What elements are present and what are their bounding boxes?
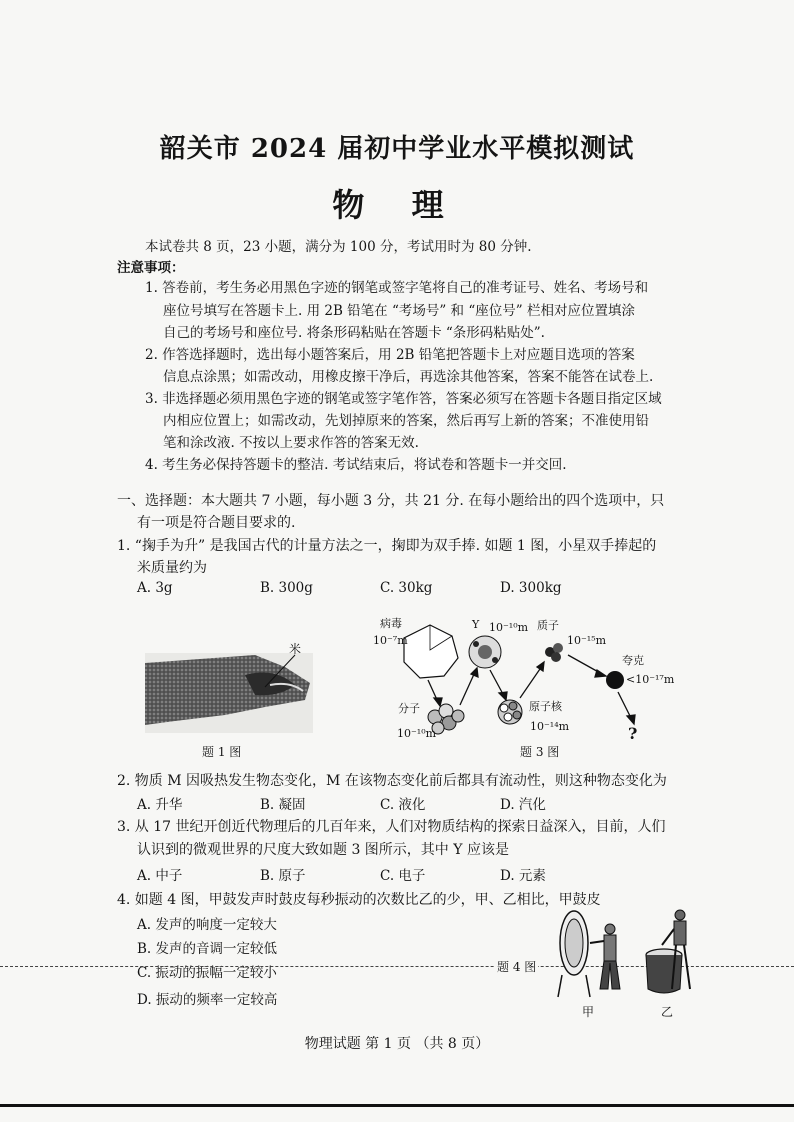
- drum-jia-label: 甲: [582, 1005, 595, 1019]
- y-size: 10⁻¹⁰m: [489, 621, 529, 634]
- nucleus-label: 原子核: [529, 700, 562, 713]
- notice-line: 1. 答卷前，考生务必用黑色字迹的钢笔或签字笔将自己的准考证号、姓名、考场号和: [145, 280, 649, 296]
- quark-label: 夸克: [622, 654, 644, 667]
- notice-heading: 注意事项：: [117, 260, 185, 276]
- q4-option-a: A. 发声的响度一定较大: [137, 917, 277, 933]
- q3-option-d: D. 元素: [500, 868, 546, 884]
- molecule-size: 10⁻¹⁰m: [397, 727, 437, 740]
- proton-label: 质子: [537, 619, 559, 632]
- exam-title: 韶关市 2024 届初中学业水平模拟测试: [159, 134, 635, 164]
- large-drum-icon: [558, 911, 590, 997]
- nucleus-size: 10⁻¹⁴m: [530, 720, 570, 733]
- notice-line: 2. 作答选择题时，选出每小题答案后，用 2B 铅笔把答题卡上对应题目选项的答案: [145, 347, 635, 363]
- molecule-label: 分子: [398, 702, 420, 715]
- q2-option-d: D. 汽化: [500, 797, 546, 813]
- quark-icon: [606, 671, 624, 689]
- q2-option-b: B. 凝固: [260, 797, 306, 813]
- figure-4-caption: 题 4 图: [497, 960, 537, 974]
- notice-line: 4. 考生务必保持答题卡的整洁. 考试结束后，将试卷和答题卡一并交回.: [145, 457, 567, 473]
- page-bottom-border: [0, 1104, 794, 1107]
- section-heading: 一、选择题：本大题共 7 小题，每小题 3 分，共 21 分. 在每小题给出的四个选项中，只: [117, 493, 665, 509]
- question-4: 4. 如题 4 图，甲鼓发声时鼓皮每秒振动的次数比乙的少，甲、乙相比，甲鼓皮: [117, 892, 601, 908]
- small-drum-icon: [646, 949, 682, 993]
- q1-option-c: C. 30kg: [380, 580, 433, 596]
- drummer-icon: [590, 924, 620, 989]
- exam-intro: 本试卷共 8 页，23 小题，满分为 100 分，考试用时为 80 分钟.: [145, 239, 532, 255]
- figure-3-caption: 题 3 图: [520, 745, 560, 759]
- q4-option-d: D. 振动的频率一定较高: [137, 992, 278, 1008]
- proton-size: 10⁻¹⁵m: [567, 634, 607, 647]
- question-3: 3. 从 17 世纪开创近代物理后的几百年来，人们对物质结构的探索日益深入，目前，人们: [117, 819, 666, 835]
- q1-option-a: A. 3g: [137, 580, 173, 596]
- hands-rice-photo: [145, 645, 313, 733]
- section-heading-cont: 有一项是符合题目要求的.: [137, 515, 296, 531]
- subject-title: 物 理: [332, 186, 462, 224]
- notice-line: 3. 非选择题必须用黑色字迹的钢笔或签字笔作答，答案必须写在答题卡各题目指定区域: [145, 391, 662, 407]
- question-3-cont: 认识到的微观世界的尺度大致如题 3 图所示，其中 Y 应该是: [137, 842, 509, 858]
- q3-option-a: A. 中子: [137, 868, 183, 884]
- notice-line: 自己的考场号和座位号. 将条形码粘贴在答题卡 “条形码粘贴处”.: [163, 325, 545, 341]
- notice-line: 笔和涂改液. 不按以上要求作答的答案无效.: [163, 435, 419, 451]
- question-2: 2. 物质 M 因吸热发生物态变化，M 在该物态变化前后都具有流动性，则这种物态变化为: [117, 773, 667, 789]
- figure-1-caption: 题 1 图: [202, 745, 242, 759]
- drum-yi-label: 乙: [661, 1005, 674, 1019]
- notice-line: 信息点涂黑；如需改动，用橡皮擦干净后，再选涂其他答案，答案不能答在试卷上.: [163, 369, 654, 385]
- question-1: 1. “掬手为升” 是我国古代的计量方法之一，掬即为双手捧. 如题 1 图，小星双手捧起的: [117, 538, 657, 554]
- q3-option-c: C. 电子: [380, 868, 426, 884]
- quark-size: <10⁻¹⁷m: [626, 673, 675, 686]
- q4-option-b: B. 发声的音调一定较低: [137, 941, 278, 957]
- rice-label: 米: [289, 642, 302, 656]
- notice-line: 座位号填写在答题卡上. 用 2B 铅笔在 “考场号” 和 “座位号” 栏相对应位置填涂: [163, 303, 635, 319]
- q1-option-b: B. 300g: [260, 580, 313, 596]
- drums-illustration: [552, 905, 702, 1001]
- unknown-mark: ?: [628, 724, 638, 743]
- q2-option-c: C. 液化: [380, 797, 426, 813]
- q4-option-c: C. 振动的振幅一定较小: [137, 965, 277, 981]
- q2-option-a: A. 升华: [137, 797, 183, 813]
- notice-line: 内相应位置上；如需改动，先划掉原来的答案，然后再写上新的答案；不准使用铅: [163, 413, 649, 429]
- q1-option-d: D. 300kg: [500, 580, 562, 596]
- virus-size: 10⁻⁷m: [373, 634, 408, 647]
- nucleus-icon: [498, 700, 522, 724]
- question-1-cont: 米质量约为: [137, 560, 207, 576]
- virus-icon: [404, 625, 458, 678]
- proton-icon: [545, 643, 563, 662]
- page-footer: 物理试题 第 1 页 （共 8 页）: [304, 1036, 490, 1052]
- q3-option-b: B. 原子: [260, 868, 306, 884]
- y-label: Y: [472, 618, 480, 631]
- virus-label: 病毒: [380, 617, 402, 630]
